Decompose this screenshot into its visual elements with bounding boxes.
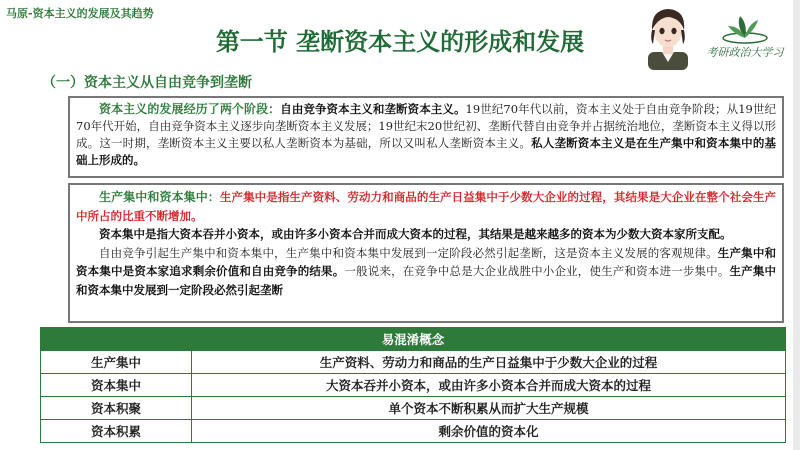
competition-text: 一般说来，在竞争中总是大企业战胜中小企业，使生产和资本进一步集中。 [344, 264, 730, 278]
stages-text: 19世纪70年代以前，资本主义处于自由竞争阶段；从19世纪70年代开始，自由竞争资本主义逐步向垄断资本主义发展；19世纪末20世纪初、垄断代替自由竞争并占据统治地位，垄断资本主义得以形成。这一时期，垄断资本主义主要以私人垄断资本为基础，所以又叫私人垄断资本主义。 [76, 102, 776, 150]
term-cell: 资本积累 [41, 420, 192, 443]
brand-logo [696, 14, 794, 62]
page-title: 第一节 垄断资本主义的形成和发展 [215, 27, 585, 56]
definition-cell: 大资本吞并小资本，或由许多小资本合并而成大资本的过程 [192, 374, 786, 397]
definition-cell: 单个资本不断积累从而扩大生产规模 [192, 397, 786, 420]
production-concentration-definition: 生产集中是指生产资料、劳动力和商品的生产日益集中于少数大企业的过程，其结果是大企业在整个社会生产中所占的比重不断增加。 [76, 190, 776, 223]
term-cell: 生产集中 [41, 351, 192, 374]
section-title: （一）资本主义从自由竞争到垄断 [42, 75, 252, 91]
avatar [642, 4, 694, 70]
table-row [41, 374, 786, 397]
definition-cell: 生产资料、劳动力和商品的生产日益集中于少数大企业的过程 [192, 351, 786, 374]
breadcrumb: 马原-资本主义的发展及其趋势 [6, 7, 154, 20]
concentration-highlight: 生产集中和资本集中： [99, 190, 220, 204]
stages-bold-1: 自由竞争资本主义和垄断资本主义。 [280, 102, 466, 116]
term-cell: 资本集中 [41, 374, 192, 397]
capital-concentration-paragraph: 资本集中是指大资本吞并小资本，或由许多小资本合并而成大资本的过程，其结果是越来越多的资本为少数大资本家所支配。 [99, 227, 732, 241]
table-row [41, 351, 786, 374]
table-row [41, 420, 786, 443]
table-header: 易混淆概念 [41, 328, 786, 351]
stages-bold-2: 私人垄断资本主义是在生产集中和资本集中的基础上形成的。 [76, 136, 776, 167]
leaf-emblem-icon [696, 14, 794, 46]
concentration-box [68, 183, 784, 323]
logo-text: 考研政治大学习 [706, 46, 784, 59]
confusable-concepts-table [40, 327, 786, 443]
concentration-cause-bold: 生产集中和资本集中是资本家追求剩余价值和自由竞争的结果。 [76, 245, 776, 278]
stages-highlight: 资本主义的发展经历了两个阶段： [99, 102, 281, 116]
table-row [41, 397, 786, 420]
term-cell: 资本积聚 [41, 397, 192, 420]
stages-box [68, 96, 784, 178]
table-header-row [41, 328, 786, 351]
monopoly-conclusion-bold: 生产集中和资本集中发展到一定阶段必然引起垄断 [76, 264, 777, 297]
free-competition-text: 自由竞争引起生产集中和资本集中，生产集中和资本集中发展到一定阶段必然引起垄断，这是资本主义发展的客观规律。 [99, 245, 718, 260]
definition-cell: 剩余价值的资本化 [192, 420, 786, 443]
scrollbar[interactable] [793, 0, 800, 450]
